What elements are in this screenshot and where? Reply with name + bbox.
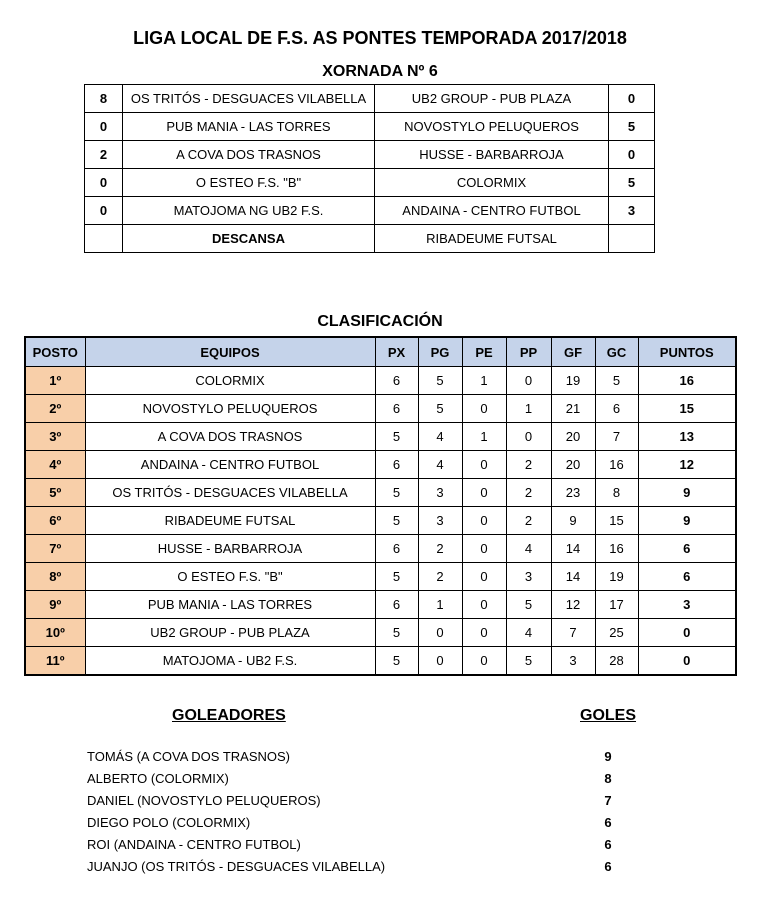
results-table [84,84,655,253]
standings-cell-px: 6 [375,395,418,423]
standings-cell-pp: 4 [506,619,551,647]
standings-cell-gc: 25 [595,619,638,647]
standings-cell-gc: 19 [595,563,638,591]
standings-row [25,507,736,535]
standings-cell-team: HUSSE - BARBARROJA [85,535,375,563]
standings-cell-px: 5 [375,619,418,647]
away-team: COLORMIX [375,169,609,197]
standings-cell-pts: 15 [638,395,736,423]
scorer-goals: 8 [604,771,612,786]
standings-cell-pos: 10º [25,619,85,647]
standings-cell-pe: 0 [462,507,506,535]
scorer-goals: 6 [604,815,612,830]
standings-row [25,451,736,479]
standings-cell-pp: 0 [506,423,551,451]
standings-cell-pe: 0 [462,479,506,507]
standings-cell-gf: 7 [551,619,595,647]
scorer-row [0,746,760,768]
away-score: 5 [609,113,655,141]
standings-cell-px: 6 [375,591,418,619]
standings-cell-pg: 1 [418,591,462,619]
standings-cell-pp: 2 [506,507,551,535]
standings-cell-pp: 5 [506,591,551,619]
standings-cell-pg: 0 [418,619,462,647]
standings-row [25,535,736,563]
home-score: 0 [85,113,123,141]
standings-cell-team: MATOJOMA - UB2 F.S. [85,647,375,676]
standings-cell-gf: 12 [551,591,595,619]
standings-cell-team: OS TRITÓS - DESGUACES VILABELLA [85,479,375,507]
standings-cell-pp: 5 [506,647,551,676]
page-title: LIGA LOCAL DE F.S. AS PONTES TEMPORADA 2017/2018 [133,28,627,48]
standings-cell-pts: 6 [638,563,736,591]
standings-cell-pg: 3 [418,479,462,507]
away-score: 3 [609,197,655,225]
standings-cell-pe: 0 [462,647,506,676]
standings-cell-pts: 6 [638,535,736,563]
result-row [85,85,655,113]
standings-row [25,479,736,507]
standings-row [25,591,736,619]
standings-cell-gf: 14 [551,535,595,563]
standings-table [24,336,737,676]
away-team: UB2 GROUP - PUB PLAZA [375,85,609,113]
standings-cell-pe: 1 [462,367,506,395]
away-team: HUSSE - BARBARROJA [375,141,609,169]
standings-column-header: PE [462,337,506,367]
standings-column-header: GF [551,337,595,367]
standings-cell-pp: 2 [506,451,551,479]
scorer-name: DIEGO POLO (COLORMIX) [87,815,251,830]
standings-cell-pos: 11º [25,647,85,676]
standings-title: CLASIFICACIÓN [317,313,443,330]
standings-header-row [25,337,736,367]
standings-row [25,563,736,591]
standings-cell-pe: 0 [462,395,506,423]
scorer-row [0,768,760,790]
standings-cell-gf: 14 [551,563,595,591]
standings-cell-team: O ESTEO F.S. "B" [85,563,375,591]
away-team: RIBADEUME FUTSAL [375,225,609,253]
home-team: A COVA DOS TRASNOS [123,141,375,169]
result-row [85,197,655,225]
standings-row [25,395,736,423]
result-row [85,225,655,253]
result-row [85,169,655,197]
standings-cell-pos: 6º [25,507,85,535]
home-score [85,225,123,253]
round-title: XORNADA Nº 6 [322,63,438,80]
scorer-name: JUANJO (OS TRITÓS - DESGUACES VILABELLA) [87,859,386,874]
standings-cell-pos: 7º [25,535,85,563]
standings-cell-pos: 8º [25,563,85,591]
home-score: 0 [85,169,123,197]
standings-cell-team: UB2 GROUP - PUB PLAZA [85,619,375,647]
standings-cell-px: 5 [375,507,418,535]
standings-cell-pg: 5 [418,367,462,395]
standings-column-header: PP [506,337,551,367]
standings-cell-pos: 5º [25,479,85,507]
standings-cell-gc: 8 [595,479,638,507]
scorer-name: ROI (ANDAINA - CENTRO FUTBOL) [87,837,301,852]
standings-cell-gf: 20 [551,451,595,479]
home-team: O ESTEO F.S. "B" [123,169,375,197]
standings-cell-pp: 4 [506,535,551,563]
home-score: 2 [85,141,123,169]
standings-cell-gc: 5 [595,367,638,395]
standings-cell-gc: 16 [595,535,638,563]
home-score: 8 [85,85,123,113]
away-score: 0 [609,141,655,169]
standings-cell-pp: 0 [506,367,551,395]
scorer-name: ALBERTO (COLORMIX) [87,771,229,786]
standings-cell-team: COLORMIX [85,367,375,395]
standings-cell-team: NOVOSTYLO PELUQUEROS [85,395,375,423]
standings-row [25,647,736,676]
away-team: ANDAINA - CENTRO FUTBOL [375,197,609,225]
standings-cell-gc: 17 [595,591,638,619]
standings-cell-pg: 4 [418,451,462,479]
standings-cell-gf: 21 [551,395,595,423]
standings-row [25,619,736,647]
standings-column-header: GC [595,337,638,367]
standings-cell-gf: 3 [551,647,595,676]
scorer-goals: 9 [604,749,612,764]
scorer-goals: 6 [604,837,612,852]
away-score: 5 [609,169,655,197]
standings-cell-gc: 16 [595,451,638,479]
standings-column-header: PX [375,337,418,367]
standings-cell-gc: 15 [595,507,638,535]
standings-cell-team: ANDAINA - CENTRO FUTBOL [85,451,375,479]
home-team: OS TRITÓS - DESGUACES VILABELLA [123,85,375,113]
standings-cell-gf: 20 [551,423,595,451]
standings-cell-pe: 0 [462,563,506,591]
scorer-row [0,856,760,878]
standings-cell-pos: 1º [25,367,85,395]
away-team: NOVOSTYLO PELUQUEROS [375,113,609,141]
standings-cell-team: A COVA DOS TRASNOS [85,423,375,451]
standings-cell-gc: 6 [595,395,638,423]
standings-cell-px: 6 [375,535,418,563]
home-team: PUB MANIA - LAS TORRES [123,113,375,141]
standings-cell-pe: 0 [462,451,506,479]
standings-column-header: EQUIPOS [85,337,375,367]
standings-cell-gf: 23 [551,479,595,507]
standings-cell-gc: 28 [595,647,638,676]
standings-column-header: PG [418,337,462,367]
standings-cell-pe: 0 [462,591,506,619]
home-team: DESCANSA [123,225,375,253]
standings-cell-pg: 0 [418,647,462,676]
scorer-goals: 7 [604,793,612,808]
scorer-name: TOMÁS (A COVA DOS TRASNOS) [87,749,290,764]
scorer-row [0,834,760,856]
standings-row [25,423,736,451]
standings-cell-pos: 4º [25,451,85,479]
standings-cell-pts: 16 [638,367,736,395]
standings-cell-pts: 9 [638,479,736,507]
home-score: 0 [85,197,123,225]
scorer-row [0,812,760,834]
standings-column-header: POSTO [25,337,85,367]
scorers-header: GOLEADORES [172,707,286,724]
standings-cell-pp: 1 [506,395,551,423]
standings-cell-pe: 0 [462,535,506,563]
standings-cell-pos: 2º [25,395,85,423]
scorer-name: DANIEL (NOVOSTYLO PELUQUEROS) [87,793,321,808]
standings-cell-pp: 3 [506,563,551,591]
standings-cell-pts: 13 [638,423,736,451]
scorer-row [0,790,760,812]
standings-cell-pts: 0 [638,647,736,676]
away-score [609,225,655,253]
standings-cell-pg: 5 [418,395,462,423]
standings-cell-team: PUB MANIA - LAS TORRES [85,591,375,619]
standings-cell-team: RIBADEUME FUTSAL [85,507,375,535]
standings-cell-pts: 0 [638,619,736,647]
home-team: MATOJOMA NG UB2 F.S. [123,197,375,225]
standings-cell-pg: 4 [418,423,462,451]
scorer-goals: 6 [604,859,612,874]
standings-cell-pts: 9 [638,507,736,535]
result-row [85,141,655,169]
standings-cell-gc: 7 [595,423,638,451]
standings-row [25,367,736,395]
standings-cell-gf: 19 [551,367,595,395]
standings-cell-px: 5 [375,423,418,451]
standings-cell-px: 6 [375,367,418,395]
standings-cell-pts: 3 [638,591,736,619]
standings-cell-pos: 3º [25,423,85,451]
standings-column-header: PUNTOS [638,337,736,367]
standings-cell-px: 5 [375,647,418,676]
standings-cell-px: 5 [375,563,418,591]
standings-cell-gf: 9 [551,507,595,535]
standings-cell-pp: 2 [506,479,551,507]
standings-cell-px: 6 [375,451,418,479]
standings-cell-pts: 12 [638,451,736,479]
standings-body [25,367,736,676]
goals-header: GOLES [580,707,637,724]
away-score: 0 [609,85,655,113]
standings-cell-px: 5 [375,479,418,507]
standings-cell-pg: 2 [418,535,462,563]
result-row [85,113,655,141]
standings-cell-pos: 9º [25,591,85,619]
standings-cell-pg: 2 [418,563,462,591]
standings-cell-pg: 3 [418,507,462,535]
standings-cell-pe: 0 [462,619,506,647]
standings-cell-pe: 1 [462,423,506,451]
results-body [85,85,655,253]
